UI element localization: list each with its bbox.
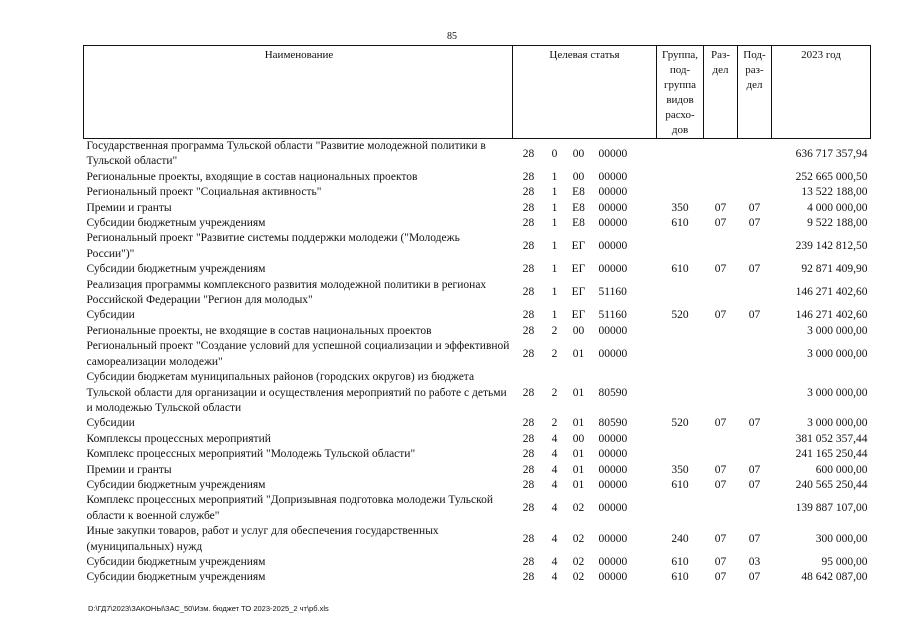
row-direction-code: 00000: [598, 170, 628, 183]
row-section: [704, 185, 738, 200]
row-direction-code: 00000: [598, 324, 628, 337]
row-section: 07: [714, 309, 727, 322]
row-amount: 48 642 087,00: [801, 571, 868, 584]
row-section: 07: [714, 263, 727, 276]
row-name: Реализация программы комплексного развития молодежной политики в регионах Российской Федерации "Регион для молодых": [86, 278, 487, 307]
row-program-code: 28: [522, 324, 535, 337]
header-section: Раз-дел: [704, 46, 738, 139]
row-project-code: Е8: [572, 186, 585, 199]
row-expense-group: [657, 432, 704, 447]
row-expense-group: 610: [671, 555, 689, 568]
row-name: Субсидии: [86, 309, 135, 322]
row-project-code: 02: [572, 571, 585, 584]
row-name: Региональные проекты, входящие в состав национальных проектов: [86, 170, 418, 183]
row-subsection: [738, 139, 772, 170]
row-expense-group: [657, 339, 704, 370]
row-expense-group: 350: [671, 463, 689, 476]
row-subsection: 07: [748, 201, 761, 214]
row-project-code: ЕГ: [571, 286, 586, 299]
table-row: [84, 416, 871, 431]
row-section: 07: [714, 555, 727, 568]
row-subprogram-code: 1: [551, 170, 558, 183]
row-amount: 3 000 000,00: [807, 324, 868, 337]
row-program-code: 28: [522, 478, 535, 491]
row-expense-group: 520: [671, 309, 689, 322]
row-direction-code: 00000: [598, 186, 628, 199]
row-project-code: 00: [572, 170, 585, 183]
header-target: Целевая статья: [513, 46, 657, 139]
row-direction-code: 80590: [598, 386, 628, 399]
row-name: Государственная программа Тульской области "Развитие молодежной политики в Тульской области": [86, 140, 486, 168]
row-subprogram-code: 4: [551, 571, 558, 584]
table-row: [84, 139, 871, 170]
row-subsection: [738, 231, 772, 262]
row-expense-group: [657, 185, 704, 200]
row-section: [704, 139, 738, 170]
row-name: Субсидии: [86, 417, 135, 430]
row-section: [704, 170, 738, 185]
row-section: [704, 324, 738, 339]
row-direction-code: 00000: [598, 217, 628, 230]
row-section: 07: [714, 478, 727, 491]
row-subprogram-code: 2: [551, 347, 558, 360]
row-amount: 95 000,00: [821, 555, 868, 568]
table-row: [84, 216, 871, 231]
row-name: Субсидии бюджетным учреждениям: [86, 555, 266, 568]
row-amount: 636 717 357,94: [795, 147, 868, 160]
row-amount: 9 522 188,00: [807, 217, 868, 230]
row-program-code: 28: [522, 201, 535, 214]
row-section: [704, 231, 738, 262]
row-direction-code: 00000: [598, 532, 628, 545]
row-amount: 3 000 000,00: [807, 347, 868, 360]
row-section: [704, 339, 738, 370]
row-section: 07: [714, 417, 727, 430]
table-row: [84, 278, 871, 309]
table-row: [84, 185, 871, 200]
row-section: [704, 447, 738, 462]
row-project-code: 01: [572, 478, 585, 491]
row-expense-group: 610: [671, 263, 689, 276]
row-program-code: 28: [522, 463, 535, 476]
row-project-code: 00: [572, 324, 585, 337]
table-header-row: [84, 46, 871, 139]
row-expense-group: [657, 170, 704, 185]
row-subsection: 07: [748, 463, 761, 476]
table-row: [84, 493, 871, 524]
row-expense-group: 520: [671, 417, 689, 430]
row-direction-code: 00000: [598, 263, 628, 276]
row-program-code: 28: [522, 555, 535, 568]
table-row: [84, 170, 871, 185]
row-subprogram-code: 4: [551, 478, 558, 491]
row-program-code: 28: [522, 448, 535, 461]
row-subsection: [738, 447, 772, 462]
row-subsection: 07: [748, 571, 761, 584]
table-row: [84, 570, 871, 585]
header-name: Наименование: [84, 46, 513, 139]
row-direction-code: 00000: [598, 147, 628, 160]
row-subprogram-code: 1: [551, 286, 558, 299]
row-subsection: 07: [748, 263, 761, 276]
row-subprogram-code: 1: [551, 263, 558, 276]
row-project-code: 01: [572, 347, 585, 360]
footer-file-path: D:\ГД7\2023\ЗАКОНЫ\ЗАС_50\Изм. бюджет ТО 2023-2025_2 чт\рб.xls: [88, 604, 329, 613]
budget-table: [83, 45, 871, 586]
row-section: [704, 493, 738, 524]
row-expense-group: [657, 139, 704, 170]
header-group: Группа, под-группа видов расхо-дов: [657, 46, 704, 139]
row-subsection: [738, 432, 772, 447]
row-subsection: 07: [748, 478, 761, 491]
row-program-code: 28: [522, 286, 535, 299]
row-subprogram-code: 2: [551, 386, 558, 399]
header-subsection: Под-раз-дел: [738, 46, 772, 139]
table-row: [84, 447, 871, 462]
row-subprogram-code: 4: [551, 448, 558, 461]
table-row: [84, 324, 871, 339]
table-row: [84, 370, 871, 416]
row-amount: 3 000 000,00: [807, 386, 868, 399]
table-row: [84, 463, 871, 478]
row-direction-code: 00000: [598, 463, 628, 476]
row-project-code: 00: [572, 147, 585, 160]
row-direction-code: 51160: [598, 309, 627, 322]
row-expense-group: [657, 231, 704, 262]
row-subsection: 07: [748, 217, 761, 230]
row-name: Субсидии бюджетным учреждениям: [86, 571, 266, 584]
row-subsection: [738, 493, 772, 524]
table-row: [84, 524, 871, 555]
table-row: [84, 231, 871, 262]
row-name: Комплексы процессных мероприятий: [86, 432, 271, 445]
row-direction-code: 80590: [598, 417, 628, 430]
row-project-code: Е8: [572, 201, 585, 214]
row-direction-code: 00000: [598, 448, 628, 461]
row-subprogram-code: 1: [551, 309, 558, 322]
row-section: [704, 432, 738, 447]
row-expense-group: [657, 370, 704, 416]
row-subprogram-code: 4: [551, 502, 558, 515]
row-subsection: 07: [748, 309, 761, 322]
row-section: [704, 370, 738, 416]
row-project-code: ЕГ: [571, 240, 586, 253]
row-subprogram-code: 1: [551, 217, 558, 230]
row-subsection: [738, 185, 772, 200]
row-program-code: 28: [522, 263, 535, 276]
header-year: 2023 год: [772, 46, 871, 139]
row-project-code: 01: [572, 386, 585, 399]
row-direction-code: 00000: [598, 502, 628, 515]
row-expense-group: 610: [671, 217, 689, 230]
row-name: Региональный проект "Развитие системы поддержки молодежи ("Молодежь России")": [86, 232, 460, 260]
row-project-code: 01: [572, 417, 585, 430]
row-section: 07: [714, 571, 727, 584]
row-amount: 300 000,00: [815, 532, 868, 545]
row-name: Субсидии бюджетным учреждениям: [86, 217, 266, 230]
row-expense-group: [657, 493, 704, 524]
row-program-code: 28: [522, 432, 535, 445]
row-program-code: 28: [522, 571, 535, 584]
row-subsection: 03: [748, 555, 761, 568]
row-subsection: [738, 278, 772, 309]
row-name: Премии и гранты: [86, 201, 172, 214]
table-row: [84, 478, 871, 493]
row-direction-code: 51160: [598, 286, 627, 299]
row-project-code: ЕГ: [571, 309, 586, 322]
row-name: Иные закупки товаров, работ и услуг для обеспечения государственных (муниципальных) нужд: [86, 525, 439, 553]
row-name: Региональные проекты, не входящие в состав национальных проектов: [86, 324, 432, 337]
table-row: [84, 262, 871, 277]
row-project-code: 01: [572, 463, 585, 476]
row-direction-code: 00000: [598, 432, 628, 445]
row-program-code: 28: [522, 417, 535, 430]
row-name: Премии и гранты: [86, 463, 172, 476]
row-subprogram-code: 4: [551, 463, 558, 476]
row-subsection: 07: [748, 532, 761, 545]
row-project-code: 02: [572, 555, 585, 568]
row-subsection: [738, 324, 772, 339]
table-row: [84, 432, 871, 447]
table-body: [84, 139, 871, 586]
row-subprogram-code: 0: [551, 147, 558, 160]
row-section: 07: [714, 217, 727, 230]
row-name: Региональный проект "Создание условий для успешной социализации и эффективной самореализации молодежи": [86, 340, 510, 368]
row-expense-group: 240: [671, 532, 689, 545]
row-subsection: [738, 339, 772, 370]
row-amount: 252 665 000,50: [795, 170, 868, 183]
row-program-code: 28: [522, 170, 535, 183]
row-subprogram-code: 4: [551, 532, 558, 545]
page-number: 85: [447, 31, 457, 42]
row-expense-group: 610: [671, 571, 689, 584]
row-program-code: 28: [522, 186, 535, 199]
row-subprogram-code: 1: [551, 240, 558, 253]
row-program-code: 28: [522, 309, 535, 322]
row-project-code: Е8: [572, 217, 585, 230]
row-direction-code: 00000: [598, 478, 628, 491]
row-subprogram-code: 1: [551, 186, 558, 199]
row-direction-code: 00000: [598, 201, 628, 214]
row-amount: 13 522 188,00: [801, 186, 868, 199]
row-subsection: [738, 370, 772, 416]
row-name: Субсидии бюджетным учреждениям: [86, 263, 266, 276]
row-expense-group: 610: [671, 478, 689, 491]
row-subsection: [738, 170, 772, 185]
row-direction-code: 00000: [598, 240, 628, 253]
row-program-code: 28: [522, 240, 535, 253]
row-project-code: 00: [572, 432, 585, 445]
row-name: Комплекс процессных мероприятий "Молодежь Тульской области": [86, 448, 416, 461]
row-amount: 600 000,00: [815, 463, 868, 476]
table-row: [84, 201, 871, 216]
row-section: [704, 278, 738, 309]
row-project-code: 02: [572, 532, 585, 545]
row-section: 07: [714, 201, 727, 214]
row-direction-code: 00000: [598, 555, 628, 568]
row-expense-group: [657, 278, 704, 309]
row-program-code: 28: [522, 532, 535, 545]
row-subprogram-code: 2: [551, 324, 558, 337]
row-direction-code: 00000: [598, 571, 628, 584]
row-expense-group: [657, 324, 704, 339]
row-program-code: 28: [522, 502, 535, 515]
row-program-code: 28: [522, 386, 535, 399]
row-name: Субсидии бюджетным учреждениям: [86, 478, 266, 491]
row-name: Субсидии бюджетам муниципальных районов (городских округов) из бюджета Тульской области для организации и осуществления мероприятий по работе с детьми и молодежью Тульской области: [86, 371, 507, 414]
row-section: 07: [714, 532, 727, 545]
row-amount: 241 165 250,44: [795, 448, 868, 461]
row-section: 07: [714, 463, 727, 476]
table-row: [84, 339, 871, 370]
row-project-code: ЕГ: [571, 263, 586, 276]
row-amount: 240 565 250,44: [795, 478, 868, 491]
row-subprogram-code: 1: [551, 201, 558, 214]
row-amount: 3 000 000,00: [807, 417, 868, 430]
row-program-code: 28: [522, 147, 535, 160]
row-subprogram-code: 4: [551, 555, 558, 568]
row-amount: 381 052 357,44: [795, 432, 868, 445]
row-program-code: 28: [522, 217, 535, 230]
row-direction-code: 00000: [598, 347, 628, 360]
row-amount: 139 887 107,00: [795, 502, 868, 515]
row-name: Региональный проект "Социальная активность": [86, 186, 322, 199]
row-project-code: 01: [572, 448, 585, 461]
row-subsection: 07: [748, 417, 761, 430]
row-amount: 239 142 812,50: [795, 240, 868, 253]
row-project-code: 02: [572, 502, 585, 515]
row-amount: 92 871 409,90: [801, 263, 868, 276]
row-name: Комплекс процессных мероприятий "Допризывная подготовка молодежи Тульской области к военной службе": [86, 494, 494, 522]
row-amount: 146 271 402,60: [795, 286, 868, 299]
table-row: [84, 555, 871, 570]
row-amount: 4 000 000,00: [807, 201, 868, 214]
row-subprogram-code: 2: [551, 417, 558, 430]
row-subprogram-code: 4: [551, 432, 558, 445]
row-amount: 146 271 402,60: [795, 309, 868, 322]
row-expense-group: [657, 447, 704, 462]
row-expense-group: 350: [671, 201, 689, 214]
row-program-code: 28: [522, 347, 535, 360]
table-row: [84, 308, 871, 323]
